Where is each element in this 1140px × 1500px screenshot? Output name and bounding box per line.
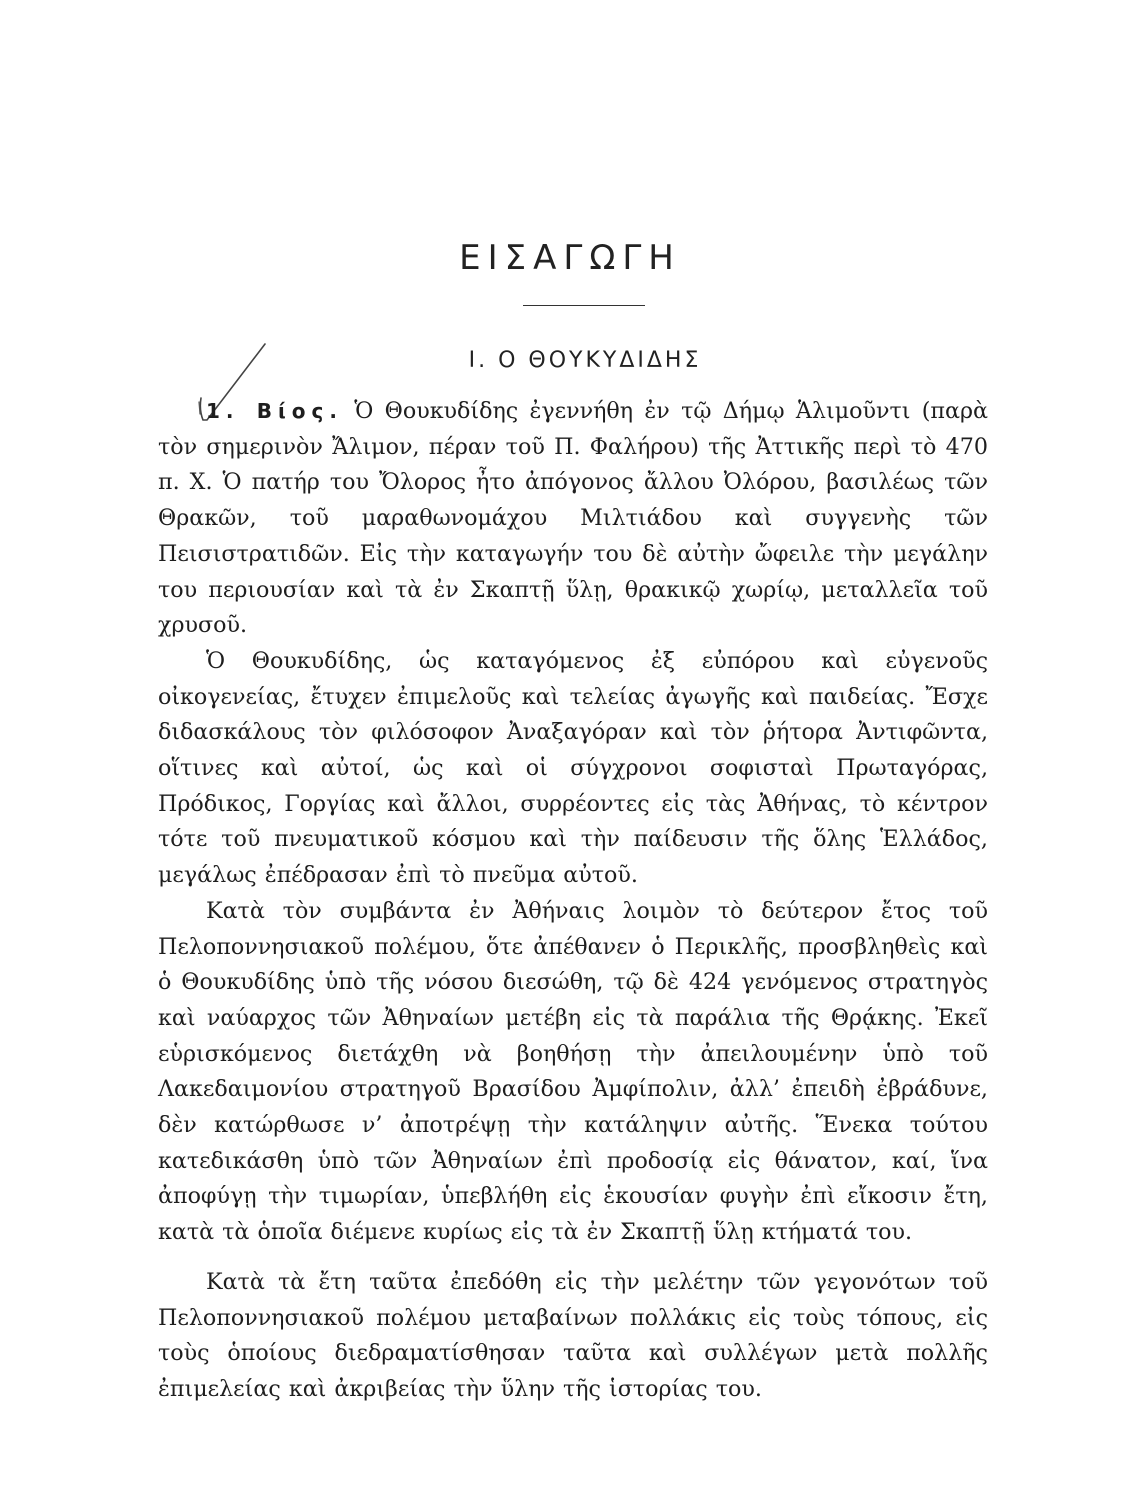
body-text	[158, 394, 988, 1408]
section-label: 1. Βίος.	[206, 399, 343, 423]
paragraph-4: Κατὰ τὰ ἔτη ταῦτα ἐπεδόθη εἰς τὴν μελέτην τῶν γεγονότων τοῦ Πελοποννησιακοῦ πολέμου μεταβαίνων πολλάκις εἰς τοὺς τόπους, εἰς τοὺς ὁποίους διεδραματίσθησαν ταῦτα καὶ συλλέγων μετὰ πολλῆς ἐπιμελείας καὶ ἀκριβείας τὴν ὕλην τῆς ἱστορίας του.	[158, 1268, 988, 1402]
page-title: ΕΙΣΑΓΩΓΗ	[459, 238, 681, 278]
paragraph-3: Κατὰ τὸν συμβάντα ἐν Ἀθήναις λοιμὸν τὸ δεύτερον ἔτος τοῦ Πελοποννησιακοῦ πολέμου, ὅτε ἀπέθανεν ὁ Περικλῆς, προσβληθεὶς καὶ ὁ Θουκυδίδης ὑπὸ τῆς νόσου διεσώθη, τῷ δὲ 424 γενόμενος στρατηγὸς καὶ ναύαρχος τῶν Ἀθηναίων μετέβη εἰς τὰ παράλια τῆς Θρᾴκης. Ἐκεῖ εὑρισκόμενος διετάχθη νὰ βοηθήσῃ τὴν ἀπειλουμένην ὑπὸ τοῦ Λακεδαιμονίου στρατηγοῦ Βρασίδου Ἀμφίπολιν, ἀλλ’ ἐπειδὴ ἐβράδυνε, δὲν κατώρθωσε ν’ ἀποτρέψῃ τὴν κατάληψιν αὐτῆς. Ἕνεκα τούτου κατεδικάσθη ὑπὸ τῶν Ἀθηναίων ἐπὶ προδοσίᾳ εἰς θάνατον, καί, ἵνα ἀποφύγῃ τὴν τιμωρίαν, ὑπεβλήθη εἰς ἑκουσίαν φυγὴν ἐπὶ εἴκοσιν ἔτη, κατὰ τὰ ὁποῖα διέμενε κυρίως εἰς τὰ ἐν Σκαπτῇ ὕλῃ κτήματά του.	[158, 897, 988, 1246]
paragraph-1-text: Ὁ Θουκυδίδης ἐγεννήθη ἐν τῷ Δήμῳ Ἁλιμοῦντι (παρὰ τὸν σημερινὸν Ἄλιμον, πέραν τοῦ Π. Φαλήρου) τῆς Ἀττικῆς περὶ τὸ 470 π. Χ. Ὁ πατήρ του Ὄλορος ἦτο ἀπόγονος ἄλλου Ὀλόρου, βασιλέως τῶν Θρακῶν, τοῦ μαραθωνομάχου Μιλτιάδου καὶ συγγενὴς τῶν Πεισιστρατιδῶν. Εἰς τὴν καταγωγήν του δὲ αὐτὴν ὤφειλε τὴν μεγάλην του περιουσίαν καὶ τὰ ἐν Σκαπτῇ ὕλῃ, θρακικῷ χωρίῳ, μεταλλεῖα τοῦ χρυσοῦ.	[158, 398, 988, 639]
title-divider	[523, 305, 645, 306]
chapter-heading: Ι. Ο ΘΟΥΚΥΔΙΔΗΣ	[468, 348, 702, 373]
paragraph-2: Ὁ Θουκυδίδης, ὡς καταγόμενος ἐξ εὐπόρου καὶ εὐγενοῦς οἰκογενείας, ἔτυχεν ἐπιμελοῦς καὶ τελείας ἀγωγῆς καὶ παιδείας. Ἔσχε διδασκάλους τὸν φιλόσοφον Ἀναξαγόραν καὶ τὸν ῥήτορα Ἀντιφῶντα, οἵτινες καὶ αὐτοί, ὡς καὶ οἱ σύγχρονοι σοφισταὶ Πρωταγόρας, Πρόδικος, Γοργίας καὶ ἄλλοι, συρρέοντες εἰς τὰς Ἀθήνας, τὸ κέντρον τότε τοῦ πνευματικοῦ κόσμου καὶ τὴν παίδευσιν τῆς ὅλης Ἑλλάδος, μεγάλως ἐπέδρασαν ἐπὶ τὸ πνεῦμα αὐτοῦ.	[158, 647, 988, 889]
paragraph-1	[158, 394, 988, 644]
